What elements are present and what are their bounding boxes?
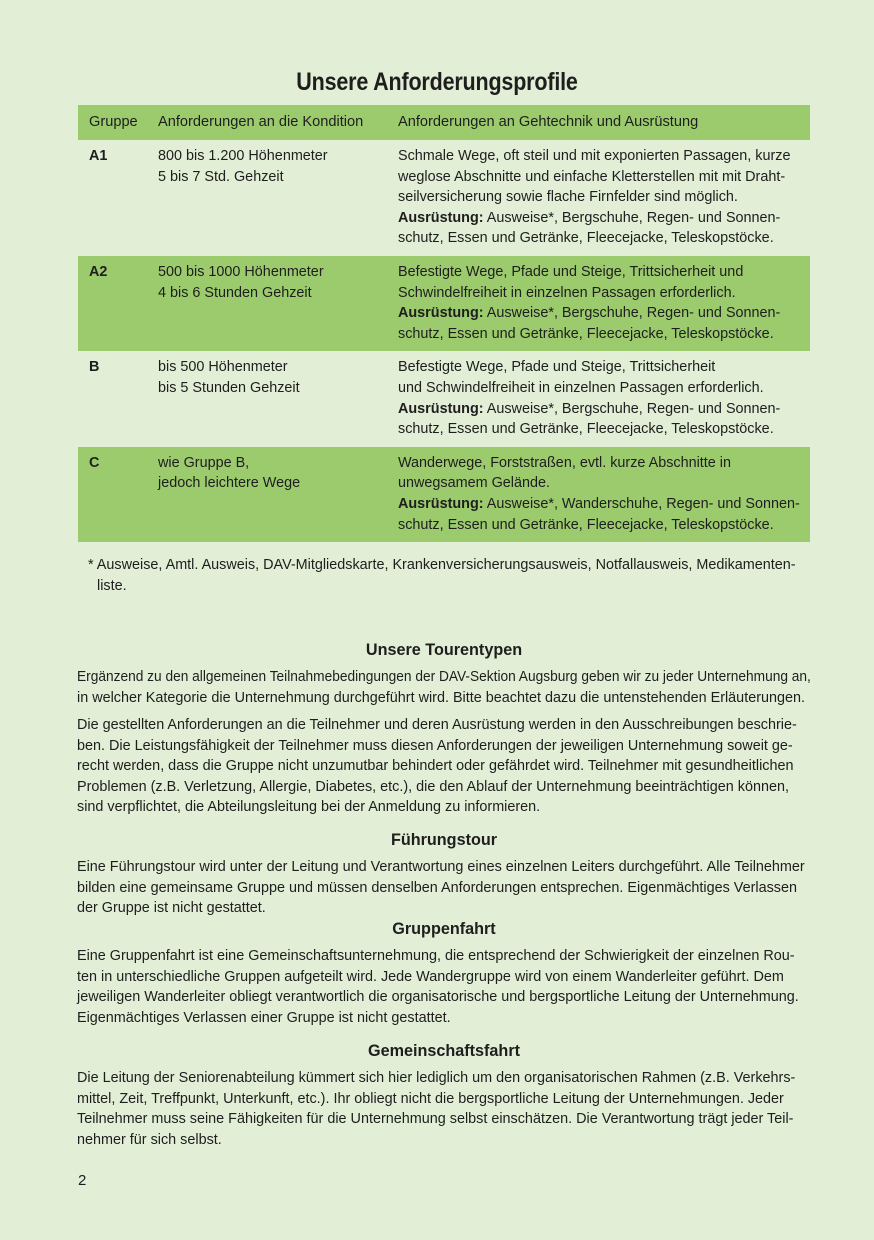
group-code: A1 bbox=[89, 148, 108, 164]
ausruestung-line: schutz, Essen und Getränke, Fleecejacke, Teleskopstöcke. bbox=[398, 516, 774, 533]
text-line: in welcher Kategorie die Unternehmung durchgeführt wird. Bitte beachtet dazu die untenstehenden Erläuterungen. bbox=[77, 689, 805, 706]
ausruestung-label: Ausrüstung: bbox=[398, 209, 484, 226]
text-line: Problemen (z.B. Verletzung, Allergie, Diabetes, etc.), die den Ablauf der Unternehmung beeinträchtigen können, bbox=[77, 778, 789, 795]
kondition-cell bbox=[158, 453, 398, 535]
footnote-line: liste. bbox=[97, 578, 127, 594]
ausruestung-line: schutz, Essen und Getränke, Fleecejacke, Teleskopstöcke. bbox=[398, 421, 774, 438]
section-heading: Gruppenfahrt bbox=[392, 920, 496, 938]
group-code: C bbox=[89, 454, 100, 471]
kondition-cell bbox=[158, 146, 398, 249]
text-line: mittel, Zeit, Treffpunkt, Unterkunft, etc.). Ihr obliegt nicht die bergsportliche Leitung der Unternehmungen. Jeder bbox=[77, 1090, 784, 1107]
table-row-b bbox=[78, 351, 810, 446]
ausruestung-label: Ausrüstung: bbox=[398, 495, 484, 512]
ausruestung-text: Ausweise*, Bergschuhe, Regen- und Sonnen- bbox=[483, 305, 781, 322]
kondition-line: bis 500 Höhenmeter bbox=[158, 359, 288, 376]
text-line: bilden eine gemeinsame Gruppe und müssen denselben Anforderungen entsprechen. Eigenmächtiges Verlassen bbox=[77, 879, 798, 896]
header-kondition: Anforderungen an die Kondition bbox=[158, 114, 364, 131]
kondition-line: 500 bis 1000 Höhenmeter bbox=[158, 263, 324, 280]
section-heading: Gemeinschaftsfahrt bbox=[367, 1042, 521, 1060]
section-fuehrungstour bbox=[77, 829, 811, 926]
kondition-line: bis 5 Stunden Gehzeit bbox=[158, 379, 300, 396]
text-line: Die Leitung der Seniorenabteilung kümmert sich hier lediglich um den organisatorischen Rahmen (z.B. Verkehrs- bbox=[77, 1070, 796, 1086]
technik-line: Befestigte Wege, Pfade und Steige, Trittsicherheit und bbox=[398, 263, 744, 280]
technik-line: und Schwindelfreiheit in einzelnen Passagen erforderlich. bbox=[398, 379, 764, 396]
footnote bbox=[88, 555, 818, 597]
section-gemeinschaftsfahrt bbox=[77, 1040, 811, 1157]
kondition-cell bbox=[158, 357, 398, 439]
header-technik: Anforderungen an Gehtechnik und Ausrüstung bbox=[398, 114, 699, 131]
kondition-line: 4 bis 6 Stunden Gehzeit bbox=[158, 284, 312, 301]
technik-cell bbox=[398, 453, 810, 535]
ausruestung-line bbox=[398, 399, 780, 420]
text-line: jeweiligen Wanderleiter obliegt verantwortlich die organisatorische und bergsportliche Leitung der Unternehmung. bbox=[77, 989, 799, 1005]
group-code: A2 bbox=[89, 263, 108, 280]
section-heading: Unsere Tourentypen bbox=[365, 641, 523, 659]
technik-cell bbox=[398, 262, 810, 344]
text-line: nehmer für sich selbst. bbox=[77, 1131, 222, 1148]
text-line: Eine Gruppenfahrt ist eine Gemeinschaftsunternehmung, die entsprechend der Schwierigkeit der einzelnen Rou- bbox=[77, 948, 795, 964]
technik-line: Befestigte Wege, Pfade und Steige, Trittsicherheit bbox=[398, 359, 716, 376]
section-tourentypen bbox=[77, 639, 811, 825]
text-line: Eigenmächtiges Verlassen einer Gruppe ist nicht gestattet. bbox=[77, 1009, 451, 1026]
paragraph bbox=[77, 1068, 811, 1150]
technik-line: weglose Abschnitte und einfache Kletterstellen mit mit Draht- bbox=[398, 168, 786, 185]
text-line: Teilnehmer muss seine Fähigkeiten für die Unternehmung selbst einschätzen. Die Verantwortung trägt jeder Teil- bbox=[77, 1111, 794, 1127]
technik-line: Schwindelfreiheit in einzelnen Passagen erforderlich. bbox=[398, 284, 736, 301]
ausruestung-line bbox=[398, 208, 780, 229]
paragraph bbox=[77, 715, 811, 818]
page-title: Unsere Anforderungsprofile bbox=[296, 68, 578, 96]
paragraph bbox=[77, 667, 811, 708]
table-row-c bbox=[78, 447, 810, 542]
technik-line: seilversicherung sowie flache Firnfelder sind möglich. bbox=[398, 189, 738, 206]
section-heading: Führungstour bbox=[390, 831, 498, 849]
text-line: ten in unterschiedliche Gruppen aufgeteilt wird. Jede Wandergruppe wird von einem Wanderleiter geführt. Dem bbox=[77, 968, 784, 985]
ausruestung-text: Ausweise*, Bergschuhe, Regen- und Sonnen- bbox=[483, 400, 781, 417]
text-line: der Gruppe ist nicht gestattet. bbox=[77, 900, 266, 916]
ausruestung-label: Ausrüstung: bbox=[398, 305, 484, 322]
table-row-a2 bbox=[78, 256, 810, 351]
paragraph bbox=[77, 857, 811, 919]
text-line: ben. Die Leistungsfähigkeit der Teilnehmer muss diesen Anforderungen der jeweiligen Unternehmung soweit ge- bbox=[77, 737, 793, 754]
ausruestung-label: Ausrüstung: bbox=[398, 400, 484, 417]
requirements-table bbox=[78, 105, 810, 542]
footnote-line: * Ausweise, Amtl. Ausweis, DAV-Mitgliedskarte, Krankenversicherungsausweis, Notfallausweis, Medikamenten- bbox=[88, 557, 796, 573]
paragraph bbox=[77, 946, 811, 1028]
technik-line: unwegsamem Gelände. bbox=[398, 475, 550, 492]
ausruestung-line: schutz, Essen und Getränke, Fleecejacke, Teleskopstöcke. bbox=[398, 230, 774, 247]
text-line: Ergänzend zu den allgemeinen Teilnahmebedingungen der DAV-Sektion Augsburg geben wir zu jeder Unternehmung an, bbox=[77, 669, 811, 685]
text-line: Die gestellten Anforderungen an die Teilnehmer und deren Ausrüstung werden in den Ausschreibungen beschrie- bbox=[77, 717, 797, 733]
kondition-line: 800 bis 1.200 Höhenmeter bbox=[158, 148, 328, 164]
group-code: B bbox=[89, 359, 100, 376]
ausruestung-line bbox=[398, 494, 800, 515]
technik-line: Wanderwege, Forststraßen, evtl. kurze Abschnitte in bbox=[398, 454, 731, 471]
table-row-a1 bbox=[78, 140, 810, 256]
ausruestung-line: schutz, Essen und Getränke, Fleecejacke, Teleskopstöcke. bbox=[398, 325, 774, 342]
technik-cell bbox=[398, 357, 810, 439]
header-gruppe: Gruppe bbox=[89, 114, 138, 131]
page-number: 2 bbox=[78, 1172, 87, 1189]
ausruestung-line bbox=[398, 303, 780, 324]
kondition-cell bbox=[158, 262, 398, 344]
kondition-line: wie Gruppe B, bbox=[158, 454, 250, 471]
kondition-line: jedoch leichtere Wege bbox=[158, 475, 301, 492]
text-line: Eine Führungstour wird unter der Leitung und Verantwortung eines einzelnen Leiters durchgeführt. Alle Teilnehmer bbox=[77, 859, 805, 875]
technik-line: Schmale Wege, oft steil und mit exponierten Passagen, kurze bbox=[398, 148, 791, 164]
technik-cell bbox=[398, 146, 810, 249]
table-header-row bbox=[78, 105, 810, 140]
ausruestung-text: Ausweise*, Bergschuhe, Regen- und Sonnen- bbox=[483, 209, 781, 226]
text-line: sind verpflichtet, die Abteilungsleitung bei der Anmeldung zu informieren. bbox=[77, 799, 541, 815]
ausruestung-text: Ausweise*, Wanderschuhe, Regen- und Sonnen- bbox=[483, 495, 800, 512]
kondition-line: 5 bis 7 Std. Gehzeit bbox=[158, 168, 284, 185]
section-gruppenfahrt bbox=[77, 918, 811, 1035]
text-line: recht werden, dass die Gruppe nicht unzumutbar behindert oder gefährdet wird. Teilnehmer mit gesundheitlichen bbox=[77, 758, 794, 774]
